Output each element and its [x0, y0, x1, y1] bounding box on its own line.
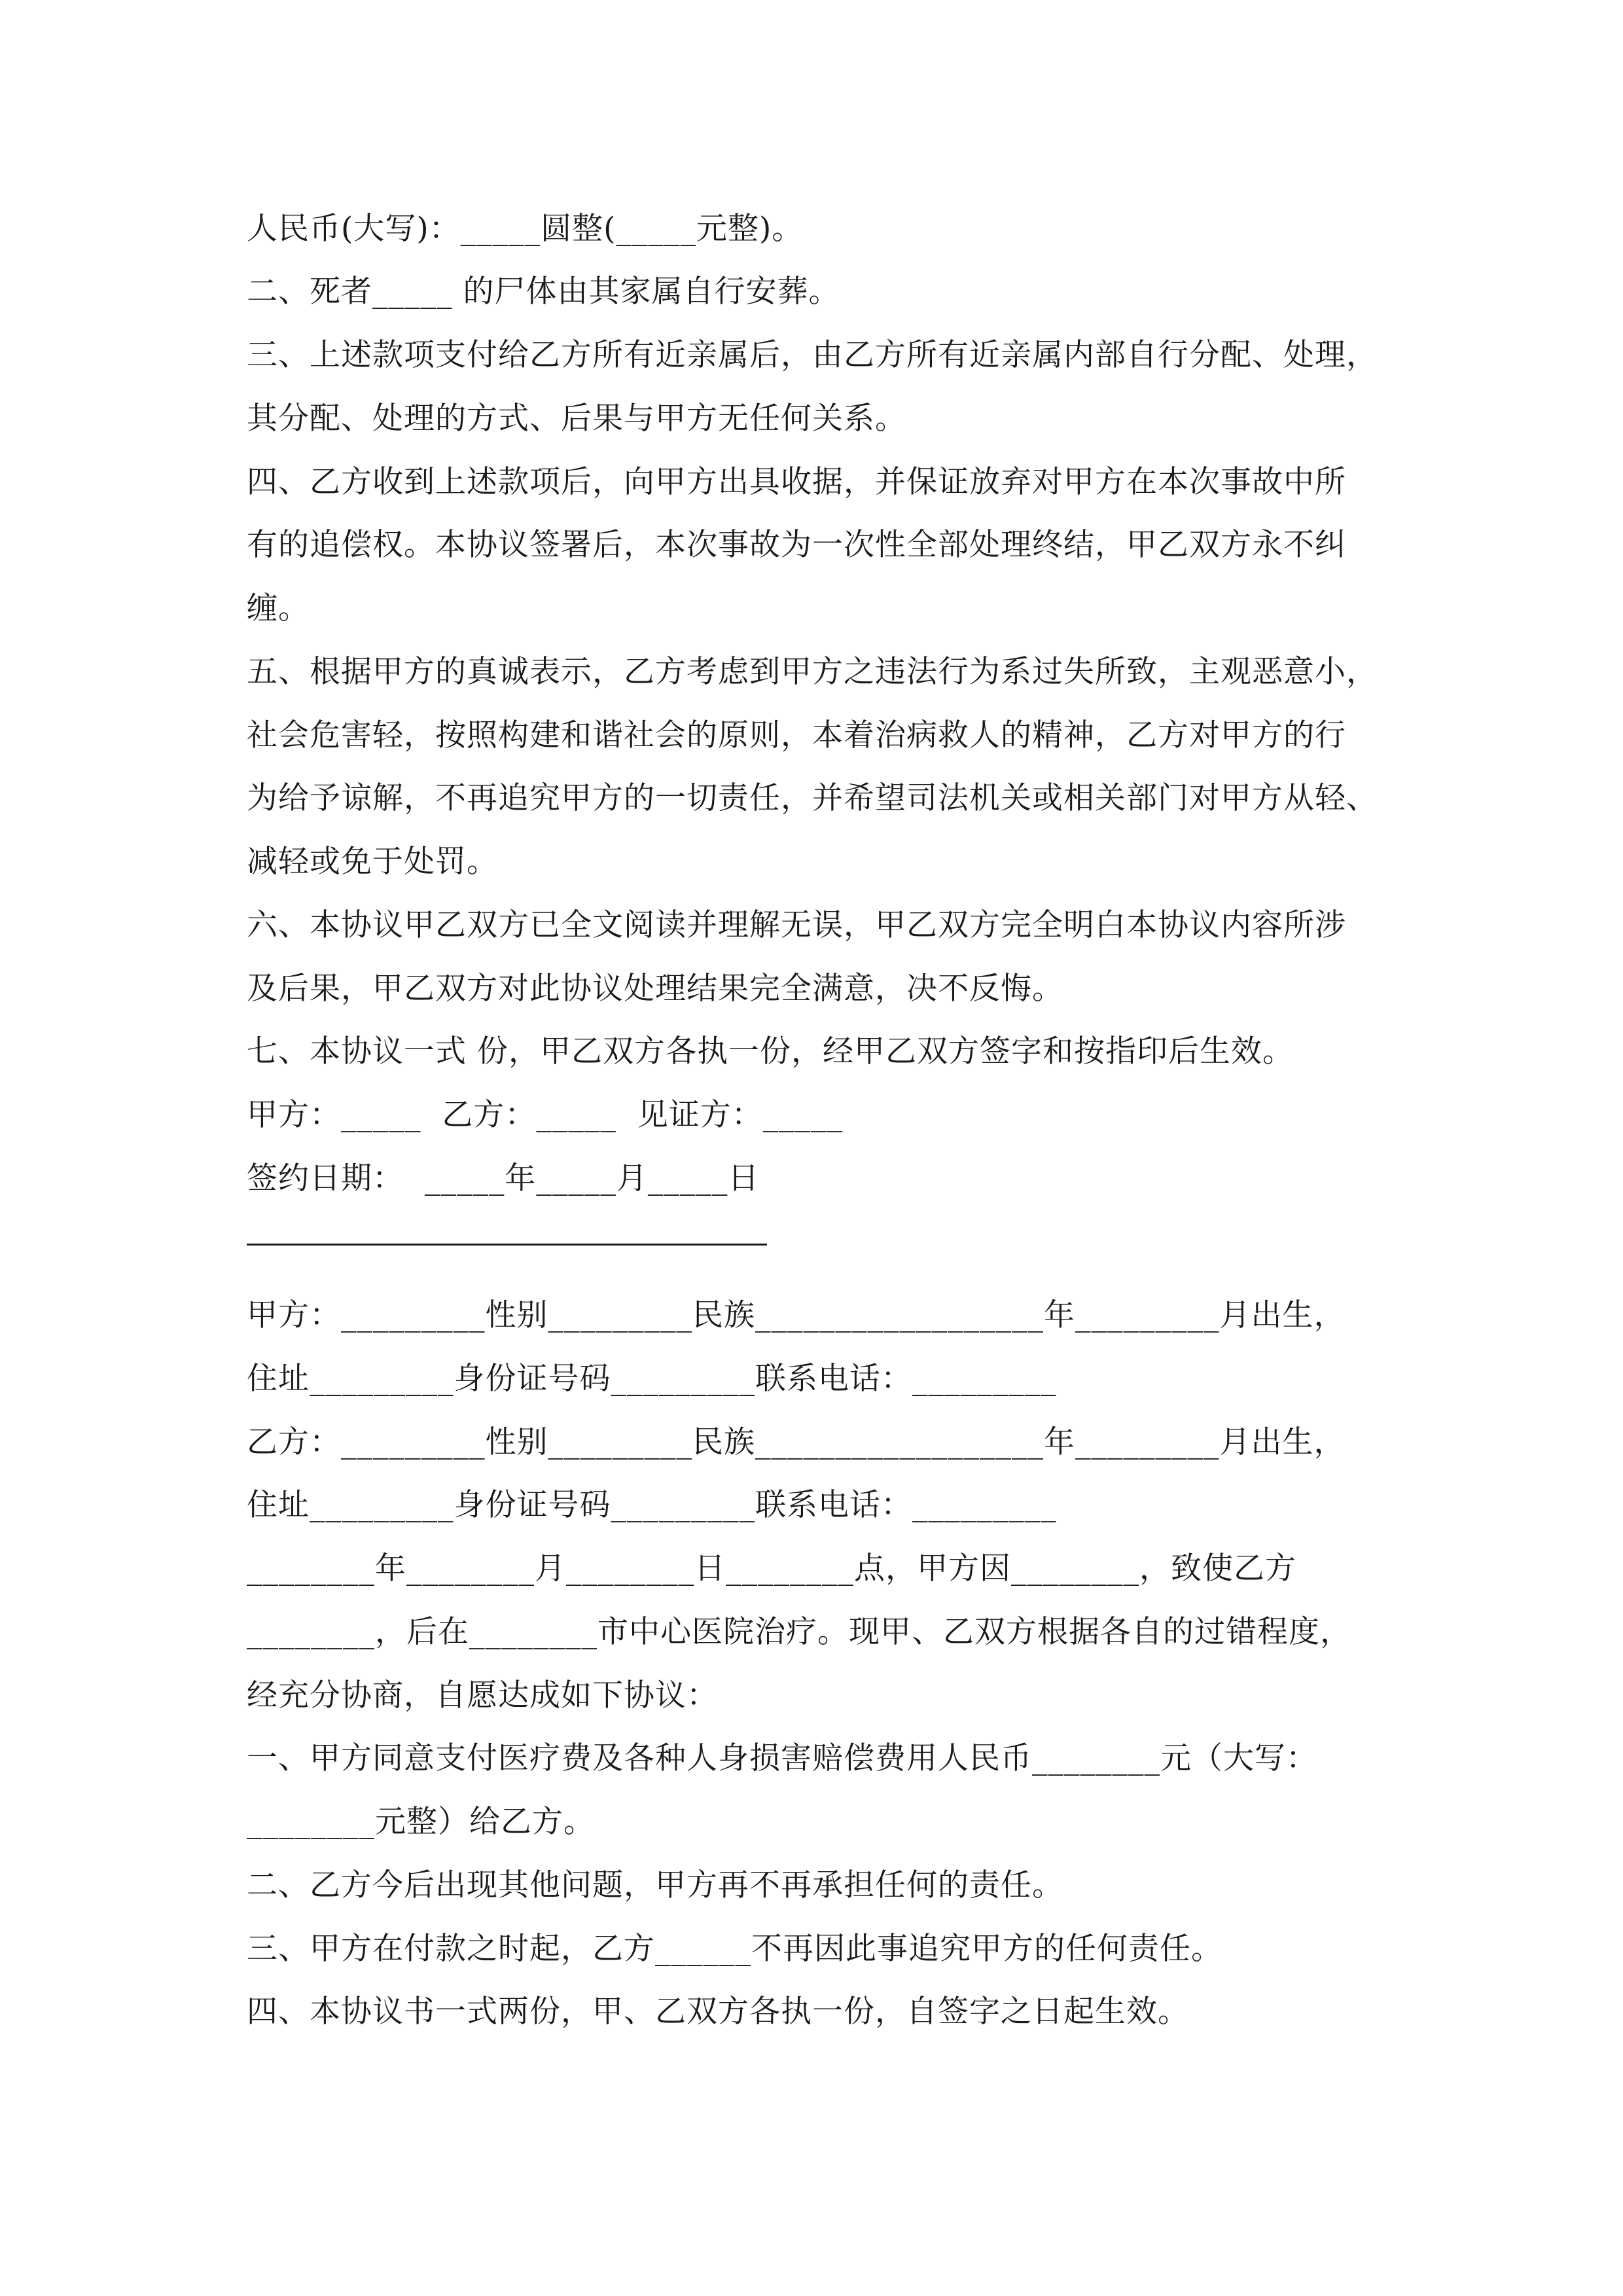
text-line: 二、乙方今后出现其他问题，甲方再不再承担任何的责任。 — [247, 1867, 1063, 1903]
text-line: ________元整）给乙方。 — [247, 1804, 595, 1840]
text-line: 七、本协议一式 份，甲乙双方各执一份，经甲乙双方签字和按指印后生效。 — [247, 1033, 1294, 1069]
text-line: 为给予谅解，不再追究甲方的一切责任，并希望司法机关或相关部门对甲方从轻、 — [247, 780, 1378, 816]
text-line: 其分配、处理的方式、后果与甲方无任何关系。 — [247, 401, 906, 437]
text-line: 有的追偿权。本协议签署后，本次事故为一次性全部处理终结，甲乙双方永不纠 — [247, 527, 1346, 563]
text-line: 社会危害轻，按照构建和谐社会的原则，本着治病救人的精神，乙方对甲方的行 — [247, 717, 1346, 753]
text-line: 缠。 — [247, 590, 310, 626]
text-line: 四、本协议书一式两份，甲、乙双方各执一份，自签字之日起生效。 — [247, 1994, 1189, 2030]
signature-line: 甲方：_____ 乙方：_____ 见证方：_____ — [247, 1097, 844, 1133]
text-line: ________，后在________市中心医院治疗。现甲、乙双方根据各自的过错程度， — [247, 1614, 1351, 1650]
text-line: 五、根据甲方的真诚表示，乙方考虑到甲方之违法行为系过失所致，主观恶意小， — [247, 654, 1378, 690]
party-a-info: 甲方：_________性别_________民族__________________年_________月出生， — [247, 1297, 1346, 1333]
text-line: 三、甲方在付款之时起，乙方______不再因此事追究甲方的任何责任。 — [247, 1931, 1222, 1967]
text-line: 减轻或免于处罚。 — [247, 844, 498, 880]
text-line: 三、上述款项支付给乙方所有近亲属后，由乙方所有近亲属内部自行分配、处理， — [247, 337, 1378, 373]
text-line: 一、甲方同意支付医疗费及各种人身损害赔偿费用人民币________元（大写： — [247, 1740, 1317, 1776]
text-line: 二、死者_____ 的尸体由其家属自行安葬。 — [247, 274, 840, 310]
text-line: 及后果，甲乙双方对此协议处理结果完全满意，决不反悔。 — [247, 971, 1063, 1007]
section-divider — [247, 1244, 767, 1246]
text-line: 人民币(大写)：_____圆整(_____元整)。 — [247, 211, 804, 247]
text-line: 经充分协商，自愿达成如下协议： — [247, 1677, 718, 1713]
party-a-address: 住址_________身份证号码_________联系电话：_________ — [247, 1361, 1057, 1397]
text-line: 四、乙方收到上述款项后，向甲方出具收据，并保证放弃对甲方在本次事故中所 — [247, 464, 1346, 500]
text-line: 六、本协议甲乙双方已全文阅读并理解无误，甲乙双方完全明白本协议内容所涉 — [247, 907, 1346, 943]
party-b-address: 住址_________身份证号码_________联系电话：_________ — [247, 1487, 1057, 1523]
signing-date-line: 签约日期： _____年_____月_____日 — [247, 1160, 760, 1196]
party-b-info: 乙方：_________性别_________民族__________________年_________月出生， — [247, 1424, 1346, 1460]
text-line: ________年________月________日________点，甲方因________，致使乙方 — [247, 1551, 1296, 1587]
